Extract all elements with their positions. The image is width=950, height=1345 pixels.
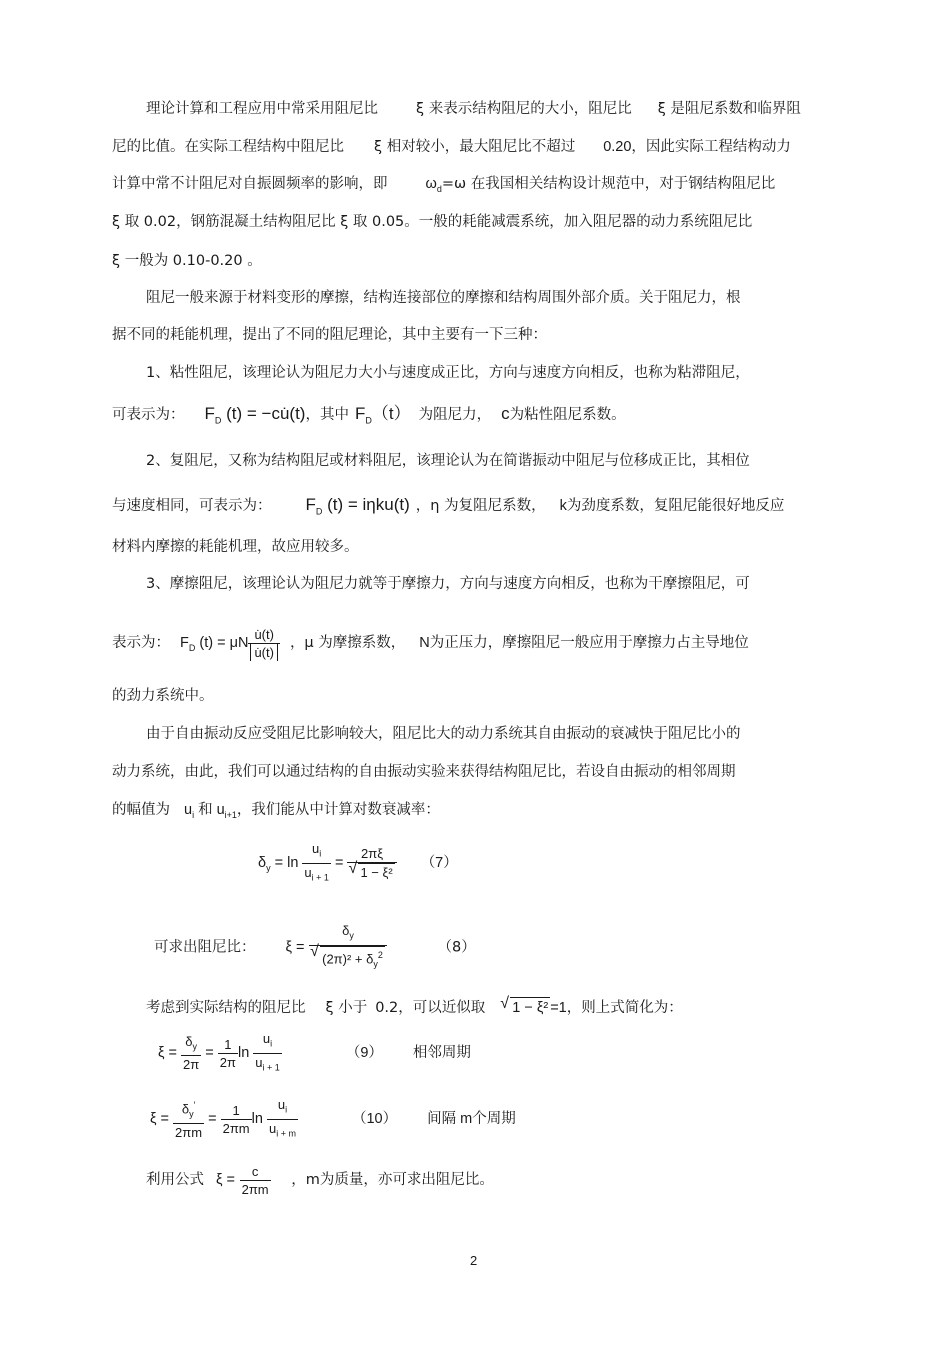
fd-symbol: $F_D(t)$ — [354, 404, 411, 426]
item1-pre: 可表示为： — [112, 407, 185, 423]
c-symbol: c — [501, 404, 510, 423]
p1-l3c: d — [436, 183, 442, 194]
item2-pre: 与速度相同，可表示为： — [112, 498, 272, 514]
viscous-damping-formula: $F_D$ (t) = −cu̇(t) — [204, 404, 306, 426]
p1-l2b: ξ 相对较小，最大阻尼比不超过 — [374, 139, 576, 155]
p1-l3b: ω — [425, 176, 437, 192]
item3-pre: 表示为： — [112, 635, 170, 651]
page-number: 2 — [470, 1253, 478, 1268]
complex-damping-formula: $F_D$ (t) = iηku(t) — [305, 495, 410, 517]
item1-line2 — [112, 404, 626, 430]
item3-line3: 的劲力系统中。 — [112, 688, 214, 704]
approx-line: 考虑到实际结构的阻尼比 ξ 小于 0.2，可以近似取√ 1 − ξ² =1，则上式简化为： — [146, 997, 683, 1018]
p1-l2a: 尼的比值。在实际工程结构中阻尼比 — [112, 139, 344, 155]
p2-line2: 据不同的耗能机理，提出了不同的阻尼理论，其中主要有一下三种： — [112, 327, 547, 343]
eq8-tag: （8） — [437, 939, 476, 956]
item1-line1: 1、粘性阻尼，该理论认为阻尼力大小与速度成正比，方向与速度方向相反，也称为粘滞阻尼， — [146, 365, 750, 381]
item2-post2: 为劲度系数，复阻尼能很好地反应 — [566, 498, 785, 514]
p1-l3d: =ω 在我国相关结构设计规范中，对于钢结构阻尼比 — [441, 176, 776, 192]
equation-7: $\delta_y = \ln$ $\frac{u_i}{u_{i + 1}}$ = 2πξ √ 1 − ξ² （7） — [258, 840, 458, 890]
equation-8: 可求出阻尼比： ξ = $\delta_y$ √ $(2\pi)^2 + \delta_y^2$ （8） — [154, 922, 476, 973]
p1-l1a: 理论计算和工程应用中常采用阻尼比 — [146, 101, 378, 117]
n-symbol: N — [419, 635, 430, 651]
p1-line5: ξ 一般为 0.10-0.20 。 — [112, 253, 262, 269]
friction-damping-formula: $F_D$ (t) = μN — [180, 635, 249, 653]
last-line: 利用公式 ξ = $\frac{c}{2\pi m}$ ，m为质量，亦可求出阻尼比。 — [146, 1163, 494, 1197]
p1-line3 — [112, 174, 775, 199]
equation-9: ξ = $\frac{\delta_y}{2\pi}$ = $\frac{1}{2\pi}$ ln $\frac{u_i}{u_{i + 1}}$ （9） 相邻周期 — [158, 1031, 471, 1073]
item3-post: ，μ 为摩擦系数， — [289, 635, 406, 651]
p1-line4: ξ 取 0.02，钢筋混凝土结构阻尼比 ξ 取 0.05。一般的耗能减震系统，加入阻尼器的动力系统阻尼比 — [112, 214, 753, 230]
p3-line2: 动力系统，由此，我们可以通过结构的自由振动实验来获得结构阻尼比，若设自由振动的相邻周期 — [112, 764, 736, 780]
p1-l1b: ξ 来表示结构阻尼的大小，阻尼比 — [416, 101, 632, 117]
item3-post2: 为正压力，摩擦阻尼一般应用于摩擦力占主导地位 — [429, 635, 749, 651]
item2-line2 — [112, 495, 784, 521]
p1-line2 — [112, 137, 791, 157]
item1-mid: ，其中 — [305, 407, 349, 423]
p3-line1: 由于自由振动反应受阻尼比影响较大，阻尼比大的动力系统其自由振动的衰减快于阻尼比小的 — [146, 726, 741, 742]
p1-l1c: ξ 是阻尼系数和临界阻 — [657, 101, 801, 117]
p2-line1: 阻尼一般来源于材料变形的摩擦，结构连接部位的摩擦和结构周围外部介质。关于阻尼力，根 — [146, 290, 741, 306]
item2-post: ，η 为复阻尼系数， — [415, 498, 546, 514]
p1-l3a: 计算中常不计阻尼对自振圆频率的影响，即 — [112, 176, 388, 192]
item3-line1: 3、摩擦阻尼，该理论认为阻尼力就等于摩擦力，方向与速度方向相反，也称为干摩擦阻尼，可 — [146, 576, 750, 592]
item1-post2: 为粘性阻尼系数。 — [509, 407, 626, 423]
p1-line1 — [146, 99, 801, 119]
friction-fraction: $\frac{u̇(t)}{u̇(t)}$ — [248, 626, 280, 661]
p3-line3: 的幅值为 $u_i$ 和 $u_{i+1}$，我们能从中计算对数衰减率： — [112, 802, 440, 820]
item3-line2 — [112, 622, 749, 669]
equation-10: ξ = $\frac{\delta_y'}{2\pi m}$ = $\frac{1}{2\pi m}$ ln $\frac{u_i}{u_{i + m}}$ （10） 间隔 m个周期 — [150, 1097, 516, 1141]
item2-line3: 材料内摩擦的耗能机理，故应用较多。 — [112, 539, 359, 555]
item2-line1: 2、复阻尼，又称为结构阻尼或材料阻尼，该理论认为在简谐振动中阻尼与位移成正比，其相位 — [146, 453, 750, 469]
p1-l2c: 0.20，因此实际工程结构动力 — [603, 139, 791, 155]
eq7-tag: （7） — [420, 854, 458, 871]
k-symbol: k — [559, 498, 567, 514]
item1-post: 为阻尼力， — [418, 407, 492, 423]
